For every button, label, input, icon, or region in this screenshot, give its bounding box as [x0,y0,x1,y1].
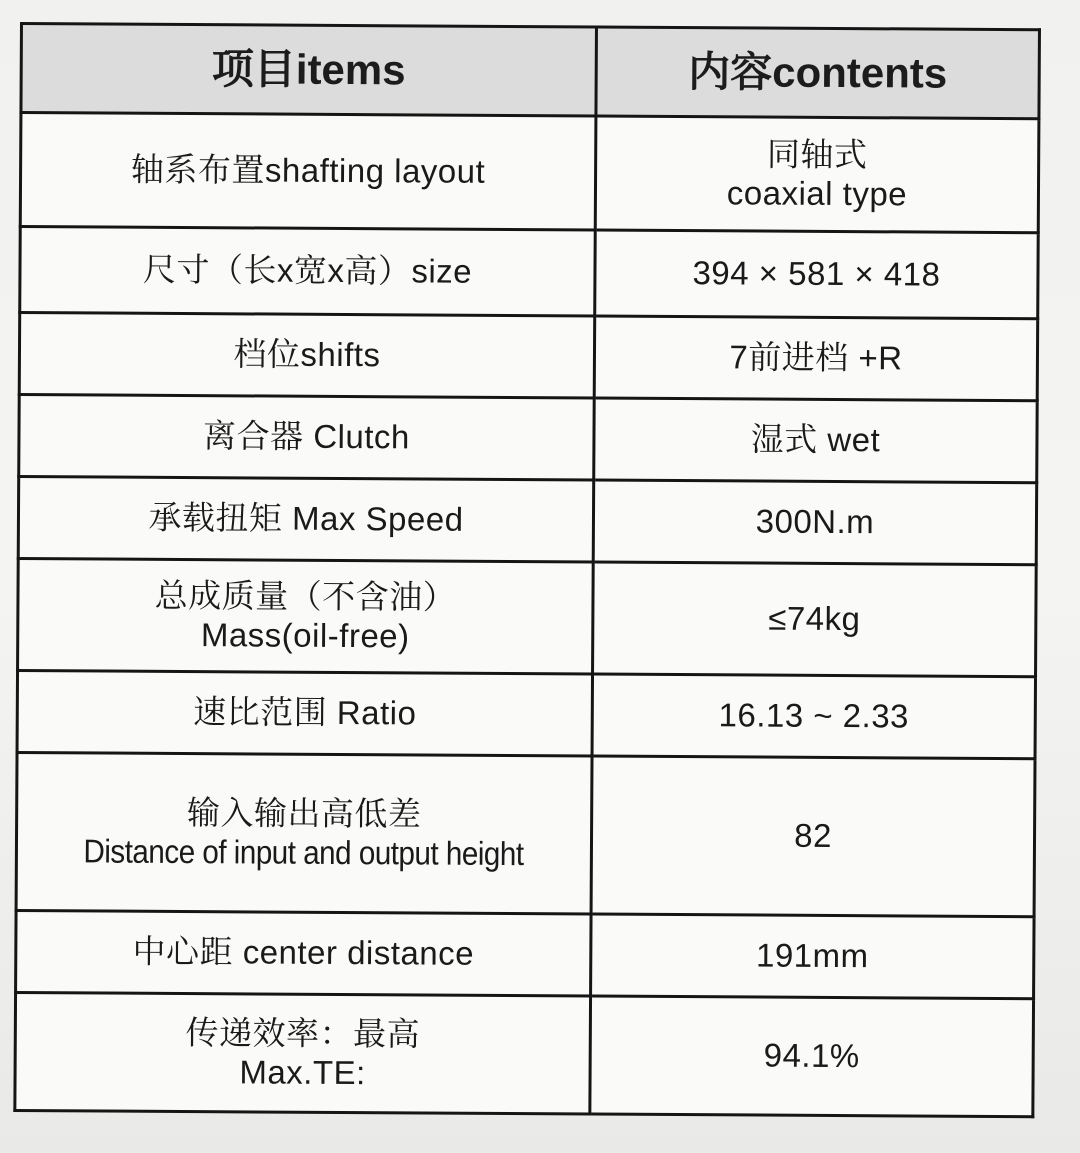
item-label: 中心距 center distance [132,932,475,972]
table-row-center-distance [16,910,1034,998]
item-label: Mass(oil-free) [200,615,410,654]
item-cell [18,558,594,674]
content-value: 同轴式 [766,135,868,173]
item-cell [19,313,594,399]
content-value: 300N.m [755,502,875,541]
item-cell [19,395,594,481]
content-cell [595,230,1039,319]
content-value: 94.1% [763,1036,860,1075]
item-cell [18,477,593,563]
item-label: 轴系布置shafting layout [130,150,486,190]
table-row-max-speed [18,477,1036,565]
content-cell [590,996,1034,1117]
item-label: 输入输出高低差 [186,793,422,833]
table-row-efficiency [15,992,1034,1116]
table-row-shifts [19,313,1037,401]
table-row-ratio [17,670,1035,758]
content-value: coaxial type [726,173,908,212]
table-row-clutch [19,395,1037,483]
content-value: 82 [794,816,833,855]
item-cell [20,113,596,231]
item-label: 档位shifts [233,335,381,374]
content-cell [591,756,1035,917]
item-cell [16,910,591,996]
specification-table [13,22,1041,1118]
content-cell [591,914,1034,999]
item-cell [16,752,592,914]
item-label: 速比范围 Ratio [193,693,417,732]
header-items: 项目items [21,24,597,117]
content-cell [595,116,1039,233]
content-cell [594,398,1037,483]
item-cell [17,670,592,756]
item-label: 传递效率：最高 [185,1013,421,1053]
content-cell [593,480,1036,565]
content-value: 湿式 wet [750,420,881,459]
table-row-height-difference [16,752,1035,916]
item-cell [15,992,591,1114]
item-cell [20,227,596,317]
content-value: 16.13 ~ 2.33 [718,696,910,735]
table-header-row [21,24,1040,119]
content-value: ≤74kg [768,599,861,638]
header-contents: 内容contents [596,27,1040,119]
content-cell [593,562,1037,677]
item-label: 总成质量（不含油） [154,576,457,616]
content-value: 7前进档 +R [729,338,903,377]
table-row-mass [18,558,1037,676]
item-label: 承载扭矩 Max Speed [148,498,464,538]
item-label: Distance of input and output height [83,831,525,872]
content-value: 191mm [755,936,869,975]
table-row-shafting-layout [20,113,1039,233]
content-cell [594,316,1037,401]
content-cell [592,674,1035,759]
table-row-size [20,227,1039,319]
item-label: 离合器 Clutch [203,417,410,456]
content-value: 394 × 581 × 418 [692,254,941,293]
item-label: 尺寸（长x宽x高）size [142,250,473,290]
item-label: Max.TE: [239,1052,366,1091]
